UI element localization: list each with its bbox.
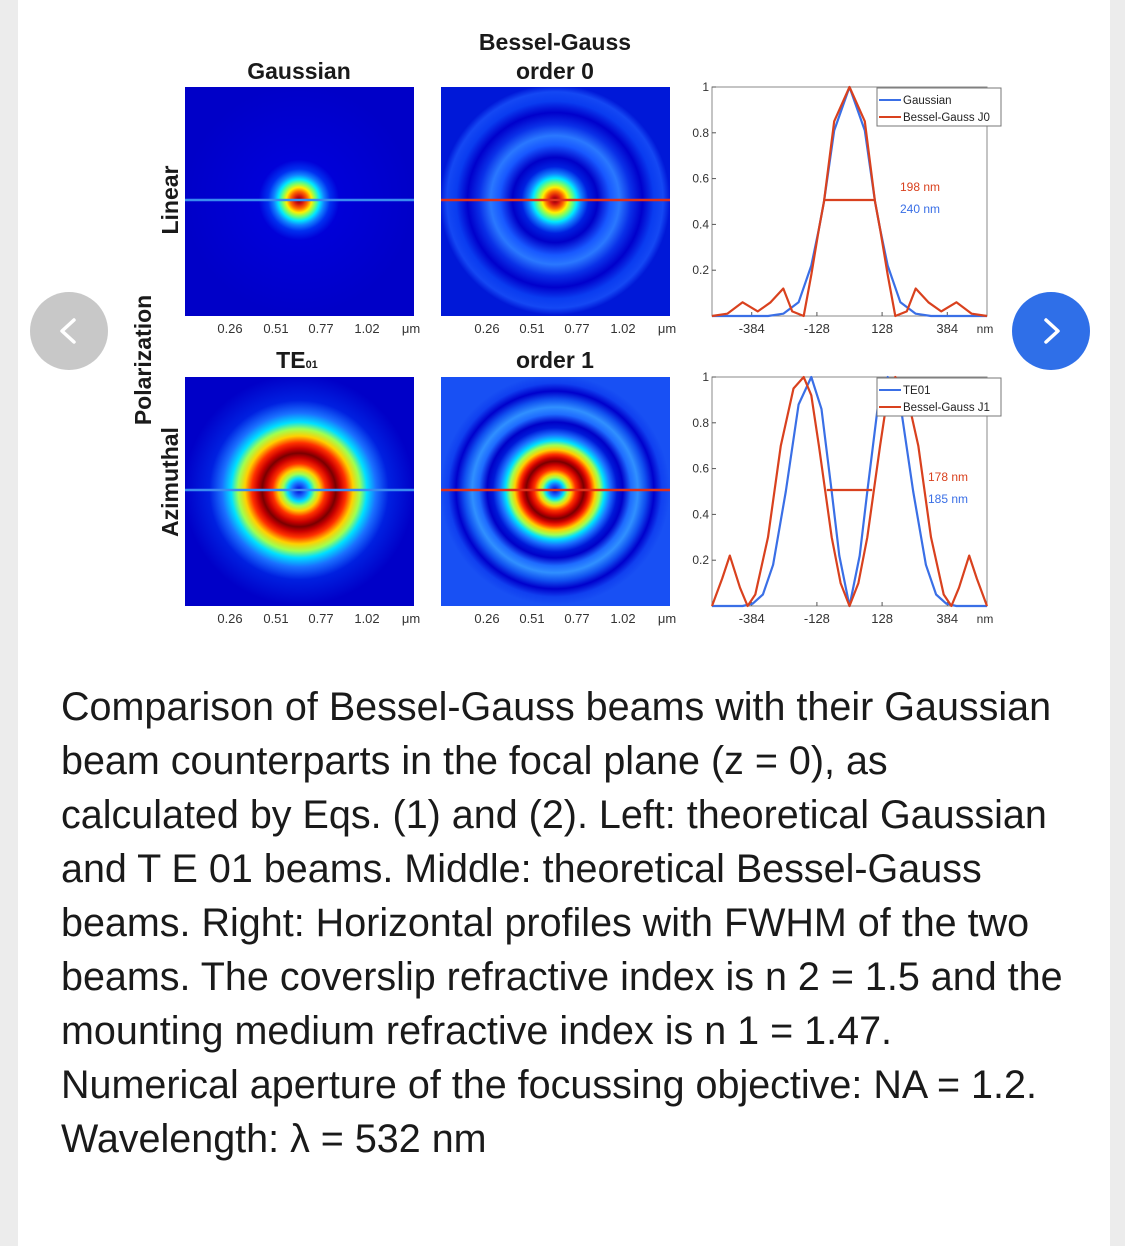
col-title-order0: order 0 <box>516 58 594 84</box>
x-tick-label: 384 <box>936 321 959 336</box>
row-label-azimuthal: Azimuthal <box>157 427 183 537</box>
y-tick-label: 0.4 <box>692 217 709 232</box>
map3-unit: μm <box>401 611 421 626</box>
map3-tick-3: 0.77 <box>308 611 334 626</box>
map1-tick-3: 0.77 <box>308 321 334 336</box>
profile-chart-azimuthal <box>692 370 1001 626</box>
te-sub: 01 <box>305 359 318 371</box>
y-tick-label: 1 <box>702 370 709 384</box>
x-tick-label: -384 <box>738 321 765 336</box>
chevron-right-icon <box>1034 314 1068 348</box>
map-bessel-order1 <box>441 377 670 606</box>
te-main: TE <box>276 347 306 373</box>
fwhm-annotation: 185 nm <box>927 492 969 506</box>
map-bessel-order0 <box>441 87 670 316</box>
x-tick-label: -128 <box>803 611 830 626</box>
map1-tick-1: 0.26 <box>217 321 243 336</box>
next-button[interactable] <box>1012 292 1090 370</box>
map2-tick-2: 0.51 <box>519 321 545 336</box>
row-label-linear: Linear <box>157 165 183 235</box>
row2-title-te01 <box>276 347 318 373</box>
x-tick-label: 128 <box>871 611 893 626</box>
profile-chart-linear <box>692 80 1001 336</box>
map2-unit: μm <box>657 321 677 336</box>
map-gaussian <box>185 87 414 316</box>
chevron-left-icon <box>52 314 86 348</box>
map4-tick-2: 0.51 <box>519 611 545 626</box>
fwhm-annotation: 198 nm <box>899 180 941 194</box>
map-te01 <box>185 377 414 606</box>
y-tick-label: 1 <box>702 80 709 94</box>
map2-tick-4: 1.02 <box>610 321 636 336</box>
map1-unit: μm <box>401 321 421 336</box>
legend-entry: Bessel-Gauss J1 <box>903 402 990 414</box>
y-tick-label: 0.6 <box>692 461 709 476</box>
col-title-gaussian: Gaussian <box>247 58 351 84</box>
x-unit-label: nm <box>976 612 994 626</box>
y-tick-label: 0.4 <box>692 507 709 522</box>
x-tick-label: 128 <box>871 321 893 336</box>
map3-tick-1: 0.26 <box>217 611 243 626</box>
map4-unit: μm <box>657 611 677 626</box>
figure-caption: Comparison of Bessel-Gauss beams with their Gaussian beam counterparts in the focal plane (z = 0), as calculated by Eqs. (1) and (2). Left: theoretical Gaussian and T E 01 beams. Middle: theoretical Bessel-Gauss beams. Right: Horizontal profiles with FWHM of the two beams. The coverslip refractive index is n 2 = 1.5 and the mounting medium refractive index is n 1 = 1.47. Numerical aperture of the focussing objective: NA = 1.2. Wavelength: λ = 532 nm <box>61 685 1063 1161</box>
fwhm-annotation: 178 nm <box>927 470 969 484</box>
x-unit-label: nm <box>976 322 994 336</box>
map4-tick-4: 1.02 <box>610 611 636 626</box>
map1-tick-4: 1.02 <box>354 321 380 336</box>
fwhm-annotation: 240 nm <box>899 202 941 216</box>
map2-tick-1: 0.26 <box>474 321 500 336</box>
legend-entry: Bessel-Gauss J0 <box>903 112 990 124</box>
previous-button[interactable] <box>30 292 108 370</box>
x-tick-label: -384 <box>738 611 765 626</box>
row2-title-order1: order 1 <box>516 347 594 373</box>
map3-tick-4: 1.02 <box>354 611 380 626</box>
y-tick-label: 0.6 <box>692 171 709 186</box>
map1-tick-2: 0.51 <box>263 321 289 336</box>
map3-tick-2: 0.51 <box>263 611 289 626</box>
y-tick-label: 0.8 <box>692 415 709 430</box>
y-tick-label: 0.2 <box>692 263 709 278</box>
x-tick-label: 384 <box>936 611 959 626</box>
y-tick-label: 0.2 <box>692 553 709 568</box>
legend-entry: Gaussian <box>903 95 952 107</box>
map4-tick-1: 0.26 <box>474 611 500 626</box>
polarization-label: Polarization <box>130 294 156 426</box>
col-title-bessel: Bessel-Gauss <box>478 29 632 55</box>
map2-tick-3: 0.77 <box>564 321 590 336</box>
legend-entry: TE01 <box>903 385 931 397</box>
map4-tick-3: 0.77 <box>564 611 590 626</box>
x-tick-label: -128 <box>803 321 830 336</box>
y-tick-label: 0.8 <box>692 125 709 140</box>
